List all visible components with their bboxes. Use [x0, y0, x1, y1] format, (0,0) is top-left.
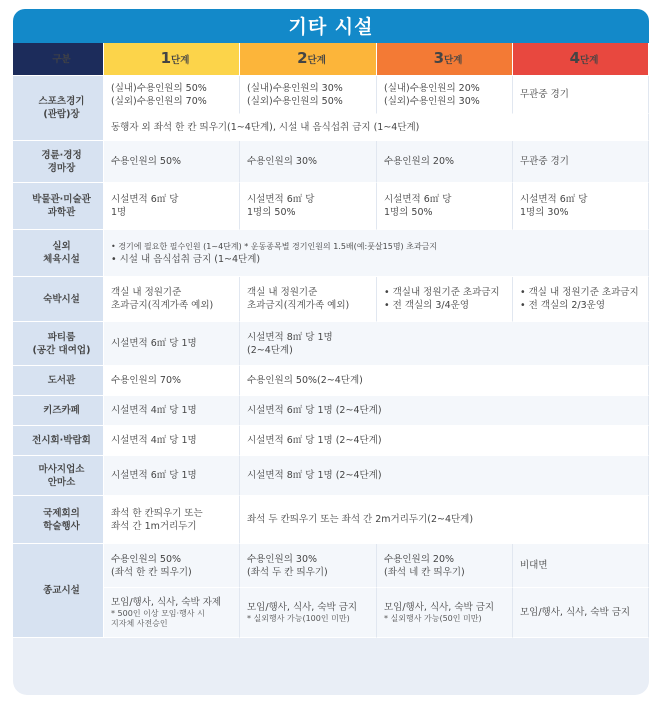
cell-sports-common: 동행자 외 좌석 한 칸 띄우기(1~4단계), 시설 내 음식섭취 금지 (1~4단계) — [104, 114, 649, 141]
cell-lodging-s2: 객실 내 정원기준 초과금지(직계가족 예외) — [240, 277, 377, 322]
row-label-party: 파티룸 (공간 대여업) — [13, 322, 104, 366]
table-row — [13, 141, 649, 183]
table-row — [13, 366, 649, 396]
religion-b-s3-note: * 실외행사 가능(50인 미만) — [384, 614, 482, 623]
row-label-massage: 마사지업소 안마소 — [13, 456, 104, 496]
cell-religion-a-s2: 수용인원의 30% (좌석 두 칸 띄우기) — [240, 544, 377, 588]
cell-museum-s1: 시설면적 6㎡ 당 1명 — [104, 183, 240, 230]
cell-religion-b-s2 — [240, 588, 377, 638]
cell-conference-s1: 좌석 한 칸띄우기 또는 좌석 간 1m거리두기 — [104, 496, 240, 544]
row-label-conference: 국제회의 학술행사 — [13, 496, 104, 544]
row-label-lodging: 숙박시설 — [13, 277, 104, 322]
religion-b-s1-note: * 500인 이상 모임·행사 시 지자체 사전승인 — [111, 609, 205, 628]
row-label-sports: 스포츠경기 (관람)장 — [13, 76, 104, 141]
facility-rules-table — [13, 43, 649, 638]
religion-b-s2-note: * 실외행사 가능(100인 미만) — [247, 614, 350, 623]
cell-racing-s3: 수용인원의 20% — [377, 141, 513, 183]
row-label-library: 도서관 — [13, 366, 104, 396]
cell-museum-s4: 시설면적 6㎡ 당 1명의 30% — [513, 183, 649, 230]
lodging-s3-rule-1: • 객실내 정원기준 초과금지 — [384, 287, 500, 298]
cell-library-s1: 수용인원의 70% — [104, 366, 240, 396]
table-row — [13, 544, 649, 588]
cell-kidscafe-s1: 시설면적 4㎡ 당 1명 — [104, 396, 240, 426]
cell-lodging-s1: 객실 내 정원기준 초과금지(직계가족 예외) — [104, 277, 240, 322]
cell-religion-a-s4: 비대면 — [513, 544, 649, 588]
cell-sports-s2: (실내)수용인원의 30% (실외)수용인원의 50% — [240, 76, 377, 114]
cell-massage-s2-4: 시설면적 8㎡ 당 1명 (2~4단계) — [240, 456, 649, 496]
cell-exhibition-s1: 시설면적 4㎡ 당 1명 — [104, 426, 240, 456]
row-label-museum: 박물관·미술관 과학관 — [13, 183, 104, 230]
row-label-religion: 종교시설 — [13, 544, 104, 638]
cell-religion-b-s4: 모임/행사, 식사, 숙박 금지 — [513, 588, 649, 638]
outdoor-rule-2: • 시설 내 음식섭취 금지 (1~4단계) — [111, 254, 261, 265]
row-label-outdoor: 실외 체육시설 — [13, 230, 104, 277]
table-row — [13, 396, 649, 426]
cell-museum-s2: 시설면적 6㎡ 당 1명의 50% — [240, 183, 377, 230]
table-row — [13, 588, 649, 638]
table-row — [13, 76, 649, 114]
header-stage-3: 3단계 — [377, 43, 513, 76]
lodging-s4-rule-1: • 객실 내 정원기준 초과금지 — [520, 287, 639, 298]
table-row — [13, 230, 649, 277]
cell-religion-a-s3: 수용인원의 20% (좌석 네 칸 띄우기) — [377, 544, 513, 588]
cell-library-s2-4: 수용인원의 50%(2~4단계) — [240, 366, 649, 396]
header-stage-4: 4단계 — [513, 43, 649, 76]
row-label-exhibition: 전시회·박람회 — [13, 426, 104, 456]
page-title: 기타 시설 — [13, 9, 649, 43]
cell-sports-s4: 무관중 경기 — [513, 76, 649, 114]
cell-exhibition-s2-4: 시설면적 6㎡ 당 1명 (2~4단계) — [240, 426, 649, 456]
lodging-s3-rule-2: • 전 객실의 3/4운영 — [384, 300, 470, 311]
cell-outdoor-rules — [104, 230, 649, 277]
table-row — [13, 114, 649, 141]
cell-racing-s2: 수용인원의 30% — [240, 141, 377, 183]
religion-b-s3-text: 모임/행사, 식사, 숙박 금지 — [384, 602, 495, 613]
cell-kidscafe-s2-4: 시설면적 6㎡ 당 1명 (2~4단계) — [240, 396, 649, 426]
table-row — [13, 277, 649, 322]
row-label-kidscafe: 키즈카페 — [13, 396, 104, 426]
cell-racing-s1: 수용인원의 50% — [104, 141, 240, 183]
table-row — [13, 496, 649, 544]
cell-religion-b-s1 — [104, 588, 240, 638]
table-row — [13, 456, 649, 496]
cell-religion-b-s3 — [377, 588, 513, 638]
cell-lodging-s3 — [377, 277, 513, 322]
cell-conference-s2-4: 좌석 두 칸띄우기 또는 좌석 간 2m거리두기(2~4단계) — [240, 496, 649, 544]
cell-racing-s4: 무관중 경기 — [513, 141, 649, 183]
cell-religion-a-s1: 수용인원의 50% (좌석 한 칸 띄우기) — [104, 544, 240, 588]
cell-lodging-s4 — [513, 277, 649, 322]
header-category: 구분 — [13, 43, 104, 76]
table-row — [13, 183, 649, 230]
header-stage-2: 2단계 — [240, 43, 377, 76]
cell-massage-s1: 시설면적 6㎡ 당 1명 — [104, 456, 240, 496]
table-row — [13, 426, 649, 456]
table-row — [13, 322, 649, 366]
cell-party-s1: 시설면적 6㎡ 당 1명 — [104, 322, 240, 366]
religion-b-s1-text: 모임/행사, 식사, 숙박 자제 — [111, 597, 222, 608]
lodging-s4-rule-2: • 전 객실의 2/3운영 — [520, 300, 606, 311]
religion-b-s2-text: 모임/행사, 식사, 숙박 금지 — [247, 602, 358, 613]
cell-sports-s1: (실내)수용인원의 50% (실외)수용인원의 70% — [104, 76, 240, 114]
outdoor-rule-1: • 경기에 필요한 필수인원 (1~4단계) * 운동종목별 경기인원의 1.5배(예:풋살15명) 초과금지 — [111, 242, 438, 251]
cell-museum-s3: 시설면적 6㎡ 당 1명의 50% — [377, 183, 513, 230]
cell-sports-s3: (실내)수용인원의 20% (실외)수용인원의 30% — [377, 76, 513, 114]
cell-party-s2-4: 시설면적 8㎡ 당 1명 (2~4단계) — [240, 322, 649, 366]
table-header-row — [13, 43, 649, 76]
header-stage-1: 1단계 — [104, 43, 240, 76]
row-label-racing: 경륜·경정 경마장 — [13, 141, 104, 183]
